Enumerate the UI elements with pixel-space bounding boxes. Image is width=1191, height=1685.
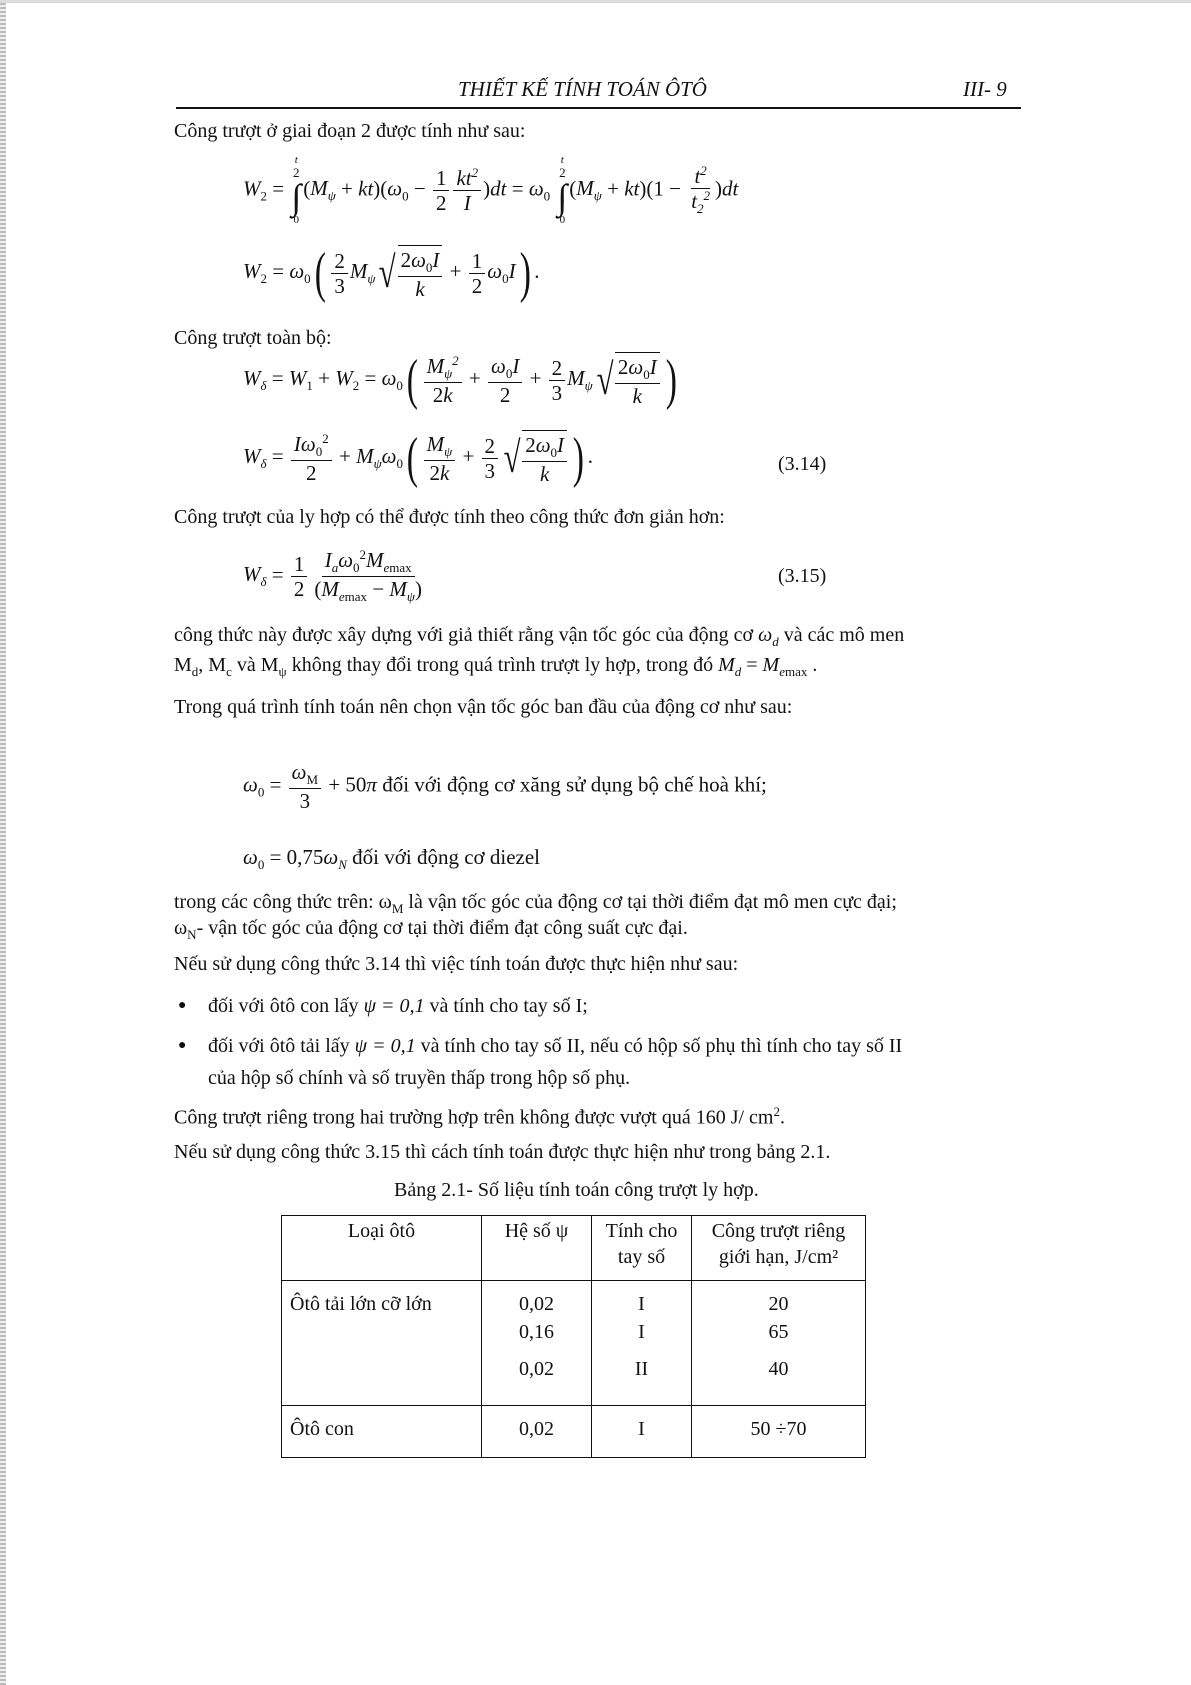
text: đối với động cơ xăng sử dụng bộ chế hoà khí; (382, 772, 767, 797)
psi-value: ψ = 0,1 (354, 1035, 416, 1057)
equation-3-14: $W_\delta$ = $\frac{I\omega_0^2}{2}$ + $M_\psi\omega_0$( $\frac{M_\psi}{2k}$ + $\frac{2}{3}$ √ $\frac{2\omega_0I}{k}$ ) . (243, 427, 593, 490)
list-item (208, 1035, 902, 1058)
equation-w2-integral: $W_2$ = t 2 ∫ $0(M_\psi + kt)(\omega_0$ − $\frac{1}{2}$ $\frac{kt^2}{I}$ )$dt = \omega_0$ t 2 ∫ $0(M_\psi + kt)(1$ − $\frac{t^2}{t_2^2}$ )dt (243, 154, 739, 226)
cell: 0,16 (482, 1321, 592, 1358)
cell: 0,02 (482, 1358, 592, 1406)
table-header-row (282, 1216, 866, 1281)
text: đối với động cơ diezel (352, 845, 541, 869)
text: là vận tốc góc của động cơ tại thời điểm đạt mô men cực đại; (408, 891, 897, 913)
cell: II (592, 1358, 692, 1406)
paragraph: Nếu sử dụng công thức 3.14 thì việc tính toán được thực hiện như sau: (174, 953, 739, 975)
text: đối với ôtô con lấy (208, 995, 359, 1017)
header-rule (176, 107, 1021, 109)
scan-edge-top (0, 0, 1191, 3)
list-item (208, 995, 588, 1018)
paragraph: Công trượt ở giai đoạn 2 được tính như sau: (174, 120, 526, 142)
table-row (282, 1358, 866, 1406)
cell (282, 1321, 482, 1358)
bullet-icon: ● (178, 998, 187, 1013)
cell: I (592, 1321, 692, 1358)
text: - vận tốc góc của động cơ tại thời điểm đạt công suất cực đại. (196, 917, 688, 939)
psi-value: ψ = 0,1 (363, 995, 425, 1017)
text: đối với ôtô tải lấy (208, 1035, 350, 1057)
equation-number: (3.14) (778, 453, 827, 475)
paragraph: trong các công thức trên: $\omega_M$ là vận tốc góc của động cơ tại thời điểm đạt mô men cực đại; (174, 891, 897, 916)
paragraph: Công trượt của ly hợp có thể được tính theo công thức đơn giản hơn: (174, 506, 725, 528)
header-cell: Hệ số ψ (482, 1216, 592, 1281)
bullet-icon: ● (178, 1038, 187, 1053)
paragraph: Công trượt riêng trong hai trường hợp trên không được vượt quá 160 J/ $cm^2$. (174, 1104, 785, 1129)
list-item-continuation: của hộp số chính và số truyền thấp trong hộp số phụ. (208, 1067, 631, 1089)
cell (282, 1358, 482, 1406)
paragraph: Công trượt toàn bộ: (174, 327, 332, 349)
equation-number: (3.15) (778, 565, 827, 587)
table-row (282, 1321, 866, 1358)
scan-edge (0, 0, 6, 1685)
text: Công trượt riêng trong hai trường hợp trên không được vượt quá 160 J/ cm (174, 1106, 774, 1129)
cell: 20 (692, 1281, 866, 1321)
page-number: III- 9 (963, 77, 1007, 101)
equation-w-total: $W_\delta = W_1 + W_2 = \omega_0$( $\frac{M_\psi^2}{2k}$ + $\frac{\omega_0I}{2}$ + $\frac{2}{3}$ $M_\psi$ √ $\frac{2\omega_0I}{k}$ ) (243, 349, 677, 412)
clutch-slip-table (281, 1215, 866, 1458)
text: không thay đổi trong quá trình trượt ly hợp, trong đó (291, 654, 714, 676)
paragraph: $M_d$, $M_c$ và $M_\psi$ không thay đổi trong quá trình trượt ly hợp, trong đó $M_d = M_{emax}$ . (174, 654, 818, 679)
table-row (282, 1281, 866, 1321)
paragraph: $\omega_N-$ vận tốc góc của động cơ tại thời điểm đạt công suất cực đại. (174, 917, 688, 942)
paragraph: công thức này được xây dựng với giả thiết rằng vận tốc góc của động cơ $\omega_d$ và các mô men (174, 624, 905, 649)
equation-w0-diesel: $\omega_0 = 0,75\omega_N$ đối với động cơ diezel (243, 845, 541, 873)
text: công thức này được xây dựng với giả thiết rằng vận tốc góc của động cơ (174, 624, 754, 646)
table-row (282, 1406, 866, 1458)
cell: Ôtô tải lớn cỡ lớn (282, 1281, 482, 1321)
cell: 65 (692, 1321, 866, 1358)
text: trong các công thức trên: (174, 891, 374, 913)
text: và tính cho tay số I; (429, 995, 588, 1017)
equation-w2-result: $W_2 = \omega_0$( $\frac{2}{3}$ $M_\psi$ √ $\frac{2\omega_0I}{k}$ + $\frac{1}{2}$ $\omega_0I$) . (243, 242, 540, 305)
header-cell: Loại ôtô (282, 1216, 482, 1281)
cell: 50 ÷70 (692, 1406, 866, 1458)
running-header-title: THIẾT KẾ TÍNH TOÁN ÔTÔ (458, 77, 707, 101)
cell: I (592, 1406, 692, 1458)
cell: Ôtô con (282, 1406, 482, 1458)
cell: 40 (692, 1358, 866, 1406)
header-cell: Công trượt riêng giới hạn, J/cm² (692, 1216, 866, 1281)
text: và tính cho tay số II, nếu có hộp số phụ thì tính cho tay số II (420, 1035, 903, 1057)
equation-3-15: $W_\delta$ = $\frac{1}{2}$ $\frac{I_a\omega_0^2M_{emax}}{(M_{emax} - M_\psi)}$ (243, 547, 422, 605)
paragraph: Nếu sử dụng công thức 3.15 thì cách tính toán được thực hiện như trong bảng 2.1. (174, 1141, 831, 1163)
text: và các mô men (783, 624, 905, 646)
cell: 0,02 (482, 1406, 592, 1458)
paragraph: Trong quá trình tính toán nên chọn vận tốc góc ban đầu của động cơ như sau: (174, 696, 793, 718)
table-caption: Bảng 2.1- Số liệu tính toán công trượt ly hợp. (394, 1179, 759, 1201)
cell: I (592, 1281, 692, 1321)
header-cell: Tính cho tay số (592, 1216, 692, 1281)
cell: 0,02 (482, 1281, 592, 1321)
equation-w0-petrol: $\omega_0$ = $\frac{\omega_M}{3}$ + 50π đối với động cơ xăng sử dụng bộ chế hoà khí; (243, 760, 767, 814)
